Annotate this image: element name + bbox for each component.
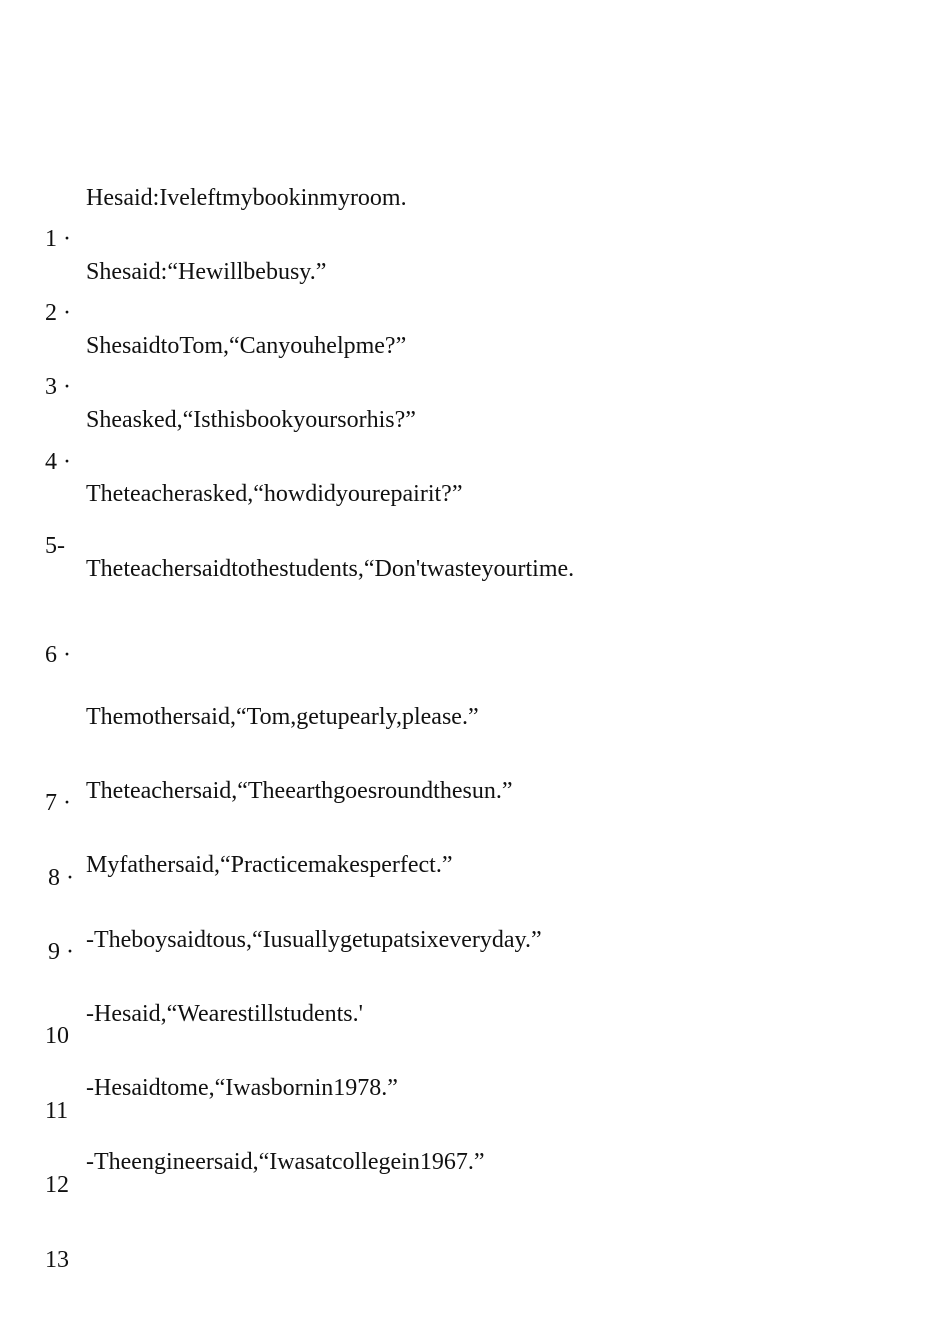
item-number: 3 · — [45, 374, 71, 400]
sentence-line: Myfathersaid,“Practicemakesperfect.” — [86, 852, 453, 878]
item-number: 6 · — [45, 642, 71, 668]
item-number: 9 · — [48, 939, 74, 965]
item-number: 8 · — [48, 865, 74, 891]
sentence-line: Theteachersaid,“Theearthgoesroundthesun.” — [86, 778, 513, 804]
item-number: 12 — [45, 1172, 69, 1198]
sentence-line: Sheasked,“Isthisbookyoursorhis?” — [86, 407, 416, 433]
item-number: 11 — [45, 1098, 69, 1124]
sentence-line: -Theengineersaid,“Iwasatcollegein1967.” — [86, 1149, 485, 1175]
sentence-line: -Hesaidtome,“Iwasbornin1978.” — [86, 1075, 398, 1101]
item-number: 7 · — [45, 790, 71, 816]
item-number: 4 · — [45, 449, 71, 475]
sentence-line: -Theboysaidtous,“Iusuallygetupatsixeveryday.” — [86, 927, 542, 953]
sentence-line: ShesaidtoTom,“Canyouhelpme?” — [86, 333, 407, 359]
item-number: 10 — [45, 1023, 69, 1049]
item-number: 1 · — [45, 226, 71, 252]
item-number: 5- — [45, 533, 65, 559]
item-number: 13 — [45, 1247, 69, 1273]
sentence-line: Theteacherasked,“howdidyourepairit?” — [86, 481, 463, 507]
sentence-line: Hesaid:Iveleftmybookinmyroom. — [86, 185, 407, 211]
sentence-line: -Hesaid,“Wearestillstudents.' — [86, 1001, 363, 1027]
sentence-line: Shesaid:“Hewillbebusy.” — [86, 259, 327, 285]
sentence-line: Themothersaid,“Tom,getupearly,please.” — [86, 704, 479, 730]
item-number: 2 · — [45, 300, 71, 326]
sentence-line: Theteachersaidtothestudents,“Don'twasteyourtime. — [86, 556, 575, 582]
